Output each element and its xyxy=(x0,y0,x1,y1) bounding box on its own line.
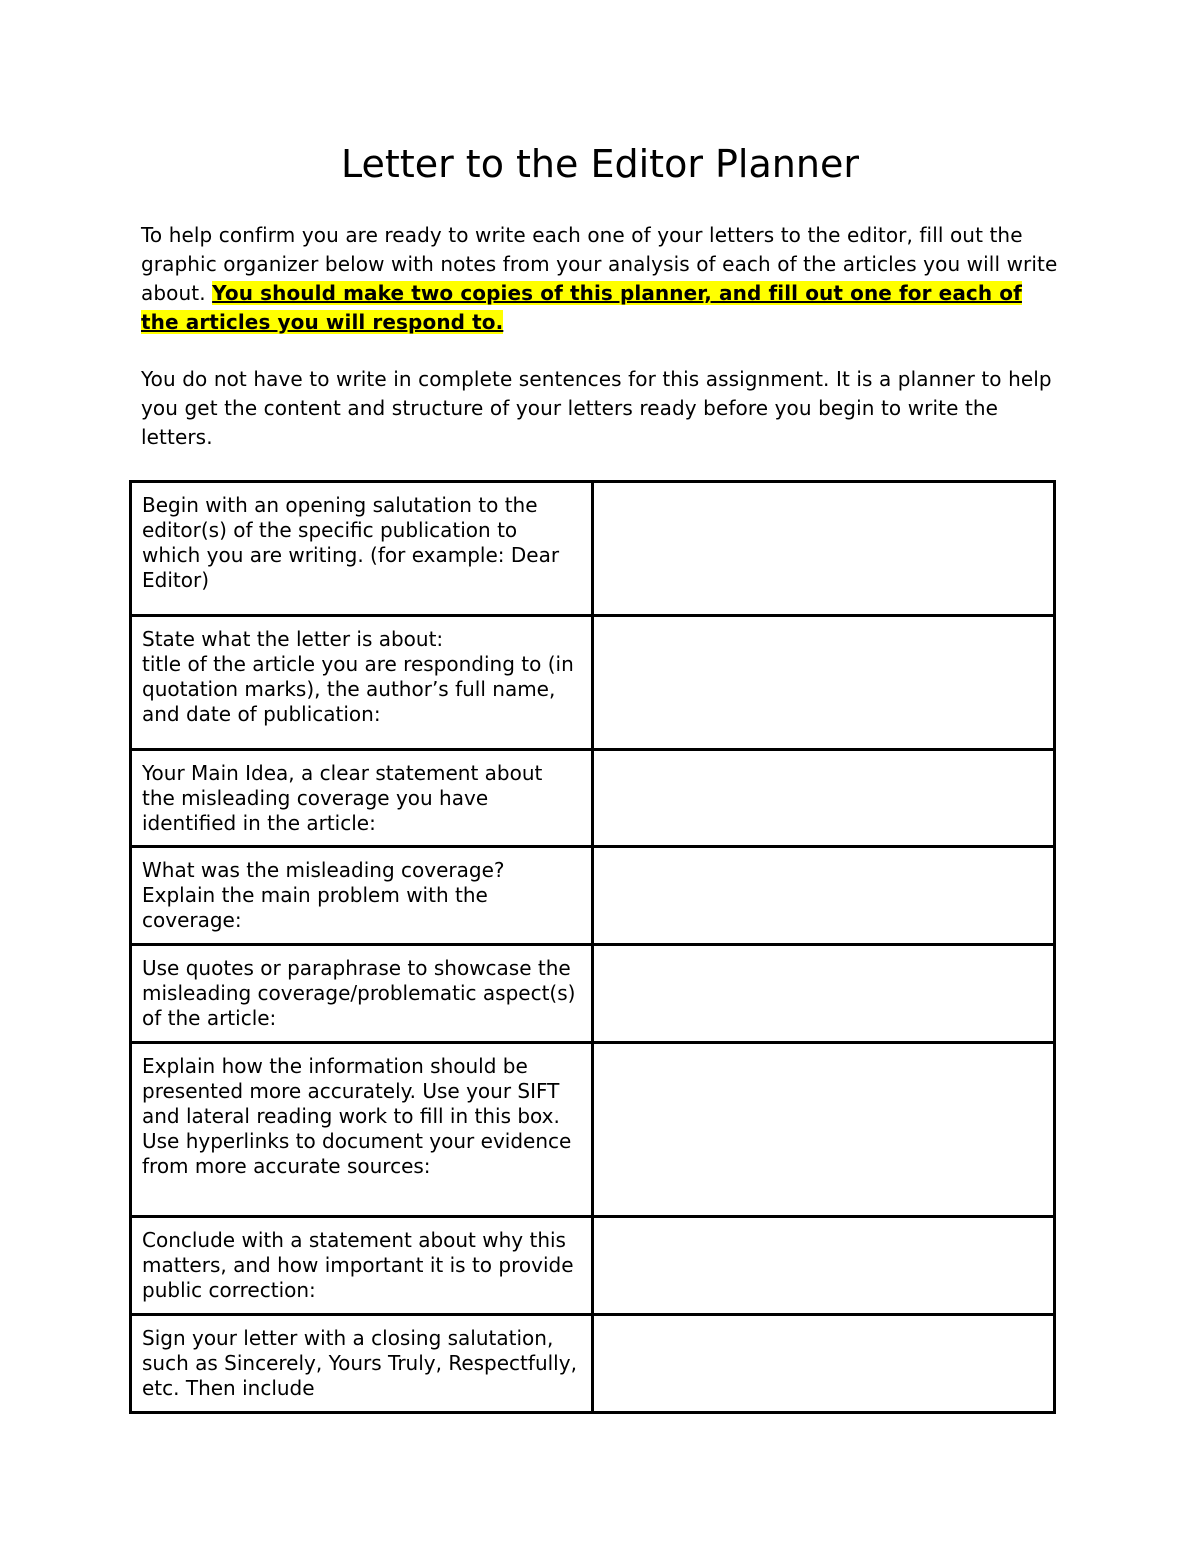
prompt-line: State what the letter is about: xyxy=(142,627,444,651)
planner-table xyxy=(129,480,1056,1414)
table-row xyxy=(131,1315,1055,1413)
prompt-line: title of the article you are responding to (in quotation marks), the author’s full name, and date of publication: xyxy=(142,652,574,726)
answer-cell-closing[interactable] xyxy=(593,1315,1055,1413)
prompt-cell-quotes: Use quotes or paraphrase to showcase the misleading coverage/problematic aspect(s) of the article: xyxy=(131,945,593,1043)
highlighted-instruction: You should make two copies of this planner, and fill out one for each of the articles you will respond to. xyxy=(141,281,1022,334)
answer-cell-misleading-coverage[interactable] xyxy=(593,847,1055,945)
table-row xyxy=(131,847,1055,945)
prompt-cell-salutation: Begin with an opening salutation to the editor(s) of the specific publication to which you are writing. (for example: Dear Editor) xyxy=(131,482,593,616)
answer-cell-conclusion[interactable] xyxy=(593,1217,1055,1315)
table-row xyxy=(131,1217,1055,1315)
answer-cell-accuracy[interactable] xyxy=(593,1043,1055,1217)
table-row xyxy=(131,616,1055,750)
table-row xyxy=(131,482,1055,616)
answer-cell-quotes[interactable] xyxy=(593,945,1055,1043)
page-title: Letter to the Editor Planner xyxy=(341,142,859,186)
table-row xyxy=(131,1043,1055,1217)
prompt-cell-closing: Sign your letter with a closing salutation, such as Sincerely, Yours Truly, Respectfully, etc. Then include xyxy=(131,1315,593,1413)
intro-text: To help confirm you are ready to write each one of your letters to the editor, fill out the graphic organizer below with notes from your analysis of each of the articles you will write about. xyxy=(141,223,1058,305)
answer-cell-about[interactable] xyxy=(593,616,1055,750)
intro-paragraph xyxy=(141,221,1066,337)
answer-cell-salutation[interactable] xyxy=(593,482,1055,616)
prompt-cell-accuracy: Explain how the information should be presented more accurately. Use your SIFT and lateral reading work to fill in this box. Use hyperlinks to document your evidence from more accurate sources: xyxy=(131,1043,593,1217)
answer-cell-main-idea[interactable] xyxy=(593,750,1055,847)
table-row xyxy=(131,945,1055,1043)
prompt-cell-main-idea: Your Main Idea, a clear statement about the misleading coverage you have identified in the article: xyxy=(131,750,593,847)
prompt-cell-misleading-coverage: What was the misleading coverage? Explain the main problem with the coverage: xyxy=(131,847,593,945)
prompt-cell-about xyxy=(131,616,593,750)
intro-paragraph-2: You do not have to write in complete sentences for this assignment. It is a planner to help you get the content and structure of your letters ready before you begin to write the letters. xyxy=(141,367,1052,449)
table-row xyxy=(131,750,1055,847)
prompt-cell-conclusion: Conclude with a statement about why this matters, and how important it is to provide public correction: xyxy=(131,1217,593,1315)
